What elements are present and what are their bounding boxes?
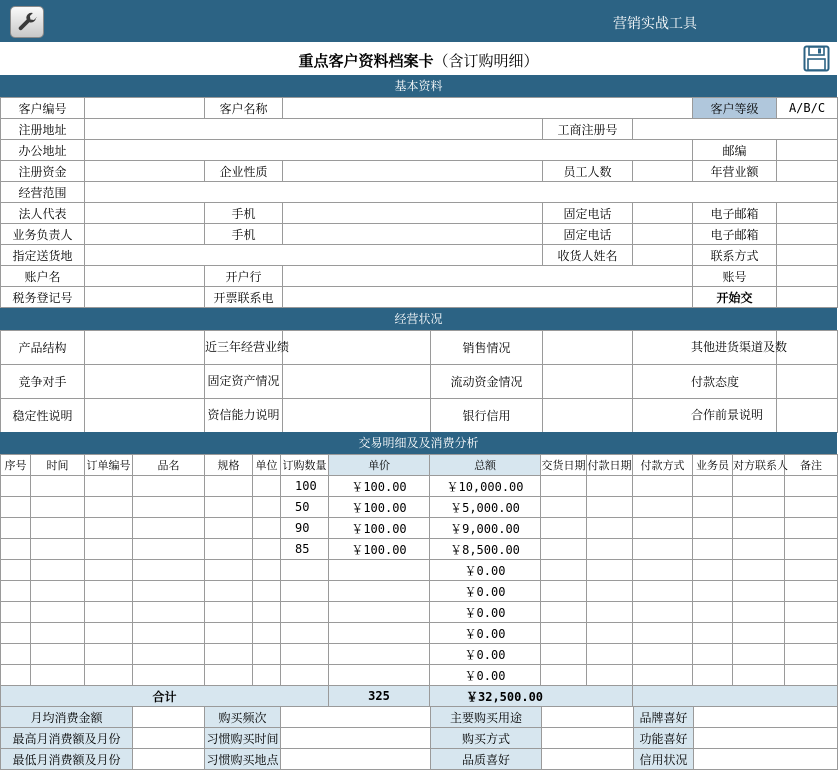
cell-empty[interactable] [31, 497, 85, 518]
input-landline[interactable] [633, 203, 693, 224]
cell-empty[interactable] [541, 539, 587, 560]
input-mobile[interactable] [283, 203, 543, 224]
cell-empty[interactable] [85, 665, 133, 686]
label-customer-name: 客户名称 [205, 98, 283, 119]
cell-empty[interactable] [31, 623, 85, 644]
cell-empty[interactable] [733, 560, 785, 581]
input-habit-place[interactable] [281, 749, 431, 770]
label-business-owner: 业务负责人 [1, 224, 85, 245]
label-receiver-name: 收货人姓名 [543, 245, 633, 266]
input-account-no[interactable] [777, 266, 838, 287]
cell-empty[interactable] [253, 623, 281, 644]
cell-empty[interactable] [205, 644, 253, 665]
table-row [1, 623, 838, 644]
cell-empty[interactable] [31, 581, 85, 602]
transactions-header-row [1, 455, 838, 476]
cell-empty[interactable] [785, 497, 838, 518]
cell-empty[interactable] [133, 476, 205, 497]
cell-empty[interactable] [85, 518, 133, 539]
cell-empty[interactable] [205, 602, 253, 623]
cell-price[interactable]: ￥100.00 [329, 539, 430, 560]
cell-empty[interactable] [785, 518, 838, 539]
input-business-reg-no[interactable] [633, 119, 838, 140]
cell-empty[interactable] [693, 497, 733, 518]
cell-empty[interactable] [31, 665, 85, 686]
basic-info-table [0, 97, 838, 308]
label-brand-pref: 品牌喜好 [634, 707, 694, 728]
cell-empty[interactable] [1, 497, 31, 518]
cell-empty[interactable] [693, 539, 733, 560]
total-blank [633, 686, 838, 707]
label-min-month: 最低月消费额及月份 [1, 749, 133, 770]
cell-empty[interactable] [633, 581, 693, 602]
cell-empty[interactable] [785, 539, 838, 560]
cell-price[interactable] [329, 644, 430, 665]
input-tax-no[interactable] [85, 287, 205, 308]
input-business-owner[interactable] [85, 224, 205, 245]
label-legal-rep: 法人代表 [1, 203, 85, 224]
cell-empty[interactable] [205, 665, 253, 686]
label-company-type: 企业性质 [205, 161, 283, 182]
input-customer-name[interactable] [283, 98, 693, 119]
input-product-structure[interactable] [85, 331, 205, 365]
cell-qty[interactable]: 100 [281, 476, 329, 497]
input-stability[interactable] [85, 399, 205, 433]
cell-empty[interactable] [205, 497, 253, 518]
column-header: 序号 [1, 455, 31, 476]
label-purchase-method: 购买方式 [431, 728, 542, 749]
input-competitors[interactable] [85, 365, 205, 399]
cell-empty[interactable] [587, 665, 633, 686]
label-fixed-assets: 固定资产情况 [205, 365, 283, 399]
label-landline-2: 固定电话 [543, 224, 633, 245]
cell-empty[interactable] [133, 539, 205, 560]
cell-total[interactable]: ￥0.00 [430, 602, 541, 623]
cell-empty[interactable] [587, 518, 633, 539]
column-header: 单价 [329, 455, 430, 476]
total-label: 合计 [1, 686, 329, 707]
label-annual-revenue: 年营业额 [693, 161, 777, 182]
column-header: 品名 [133, 455, 205, 476]
cell-empty[interactable] [253, 560, 281, 581]
label-zip: 邮编 [693, 140, 777, 161]
total-amount: ￥32,500.00 [430, 686, 633, 707]
cell-empty[interactable] [693, 560, 733, 581]
input-invoice-contact[interactable] [283, 287, 693, 308]
cell-empty[interactable] [733, 539, 785, 560]
cell-empty[interactable] [733, 644, 785, 665]
cell-empty[interactable] [587, 476, 633, 497]
column-header: 交货日期 [541, 455, 587, 476]
input-business-scope[interactable] [85, 182, 838, 203]
cell-empty[interactable] [541, 623, 587, 644]
cell-empty[interactable] [1, 560, 31, 581]
column-header: 订单编号 [85, 455, 133, 476]
cell-total[interactable]: ￥5,000.00 [430, 497, 541, 518]
input-sales[interactable] [543, 331, 633, 365]
cell-empty[interactable] [133, 644, 205, 665]
cell-total[interactable]: ￥0.00 [430, 644, 541, 665]
save-icon[interactable] [803, 45, 830, 72]
input-habit-time[interactable] [281, 728, 431, 749]
cell-empty[interactable] [541, 665, 587, 686]
label-mobile: 手机 [205, 203, 283, 224]
cell-empty[interactable] [31, 539, 85, 560]
input-purchase-method[interactable] [542, 728, 634, 749]
cell-empty[interactable] [587, 602, 633, 623]
cell-empty[interactable] [785, 623, 838, 644]
label-tax-no: 税务登记号 [1, 287, 85, 308]
input-mobile-2[interactable] [283, 224, 543, 245]
input-account-name[interactable] [85, 266, 205, 287]
label-sales: 销售情况 [431, 331, 543, 365]
input-credit-ability[interactable] [283, 399, 431, 433]
cell-empty[interactable] [541, 644, 587, 665]
cell-empty[interactable] [693, 581, 733, 602]
cell-empty[interactable] [633, 476, 693, 497]
label-start-date: 开始交 [693, 287, 777, 308]
column-header: 订购数量 [281, 455, 329, 476]
cell-empty[interactable] [85, 644, 133, 665]
label-credit-ability: 资信能力说明 [205, 399, 283, 433]
label-account-no: 账号 [693, 266, 777, 287]
cell-price[interactable]: ￥100.00 [329, 476, 430, 497]
table-row [1, 539, 838, 560]
cell-empty[interactable] [733, 497, 785, 518]
cell-empty[interactable] [541, 560, 587, 581]
label-office-address: 办公地址 [1, 140, 85, 161]
cell-price[interactable]: ￥100.00 [329, 497, 430, 518]
input-bank-credit[interactable] [543, 399, 633, 433]
input-customer-no[interactable] [85, 98, 205, 119]
label-landline: 固定电话 [543, 203, 633, 224]
label-customer-level: 客户等级 [693, 98, 777, 119]
label-quality-pref: 品质喜好 [431, 749, 542, 770]
label-mobile-2: 手机 [205, 224, 283, 245]
cell-empty[interactable] [587, 497, 633, 518]
cell-empty[interactable] [587, 623, 633, 644]
label-delivery-address: 指定送货地 [1, 245, 85, 266]
table-row [1, 560, 838, 581]
label-max-month: 最高月消费额及月份 [1, 728, 133, 749]
cell-empty[interactable] [1, 602, 31, 623]
table-row [1, 644, 838, 665]
input-zip[interactable] [777, 140, 838, 161]
input-office-address[interactable] [85, 140, 693, 161]
cell-empty[interactable] [31, 518, 85, 539]
cell-qty[interactable]: 50 [281, 497, 329, 518]
cell-empty[interactable] [633, 497, 693, 518]
cell-empty[interactable] [733, 476, 785, 497]
cell-qty[interactable] [281, 581, 329, 602]
label-contact: 联系方式 [693, 245, 777, 266]
cell-empty[interactable] [31, 602, 85, 623]
label-reg-address: 注册地址 [1, 119, 85, 140]
cell-empty[interactable] [733, 623, 785, 644]
cell-empty[interactable] [133, 497, 205, 518]
label-customer-no: 客户编号 [1, 98, 85, 119]
label-working-capital: 流动资金情况 [431, 365, 543, 399]
cell-price[interactable] [329, 623, 430, 644]
label-competitors: 竞争对手 [1, 365, 85, 399]
table-row [1, 497, 838, 518]
cell-empty[interactable] [785, 644, 838, 665]
label-function-pref: 功能喜好 [634, 728, 694, 749]
label-performance-3y: 近三年经营业绩 [205, 331, 283, 365]
cell-total[interactable]: ￥0.00 [430, 623, 541, 644]
cell-empty[interactable] [253, 644, 281, 665]
label-monthly-avg: 月均消费金额 [1, 707, 133, 728]
input-performance-3y[interactable] [283, 331, 431, 365]
cell-empty[interactable] [1, 581, 31, 602]
cell-empty[interactable] [693, 665, 733, 686]
table-row [1, 518, 838, 539]
input-receiver-name[interactable] [633, 245, 693, 266]
cell-total[interactable]: ￥9,000.00 [430, 518, 541, 539]
cell-empty[interactable] [785, 560, 838, 581]
cell-empty[interactable] [733, 665, 785, 686]
cell-empty[interactable] [541, 476, 587, 497]
cell-empty[interactable] [633, 539, 693, 560]
tools-button[interactable] [10, 6, 44, 38]
cell-qty[interactable] [281, 602, 329, 623]
cell-empty[interactable] [633, 623, 693, 644]
cell-empty[interactable] [693, 602, 733, 623]
cell-empty[interactable] [587, 581, 633, 602]
cell-empty[interactable] [133, 665, 205, 686]
cell-empty[interactable] [785, 581, 838, 602]
section-basic-info: 基本资料 [0, 75, 837, 97]
document-header [0, 44, 837, 74]
cell-qty[interactable] [281, 560, 329, 581]
label-credit-status: 信用状况 [634, 749, 694, 770]
label-business-reg-no: 工商注册号 [543, 119, 633, 140]
cell-empty[interactable] [693, 518, 733, 539]
label-invoice-contact: 开票联系电 [205, 287, 283, 308]
cell-empty[interactable] [85, 476, 133, 497]
column-header: 总额 [430, 455, 541, 476]
column-header: 业务员 [693, 455, 733, 476]
cell-total[interactable]: ￥0.00 [430, 560, 541, 581]
cell-empty[interactable] [633, 665, 693, 686]
label-habit-place: 习惯购买地点 [205, 749, 281, 770]
cell-empty[interactable] [85, 581, 133, 602]
cell-total[interactable]: ￥0.00 [430, 581, 541, 602]
cell-qty[interactable] [281, 665, 329, 686]
section-transactions: 交易明细及及消费分析 [0, 432, 837, 454]
label-prospects: 合作前景说明 [633, 399, 777, 433]
cell-qty[interactable] [281, 623, 329, 644]
cell-empty[interactable] [133, 623, 205, 644]
cell-empty[interactable] [633, 518, 693, 539]
document-title: 重点客户资料档案卡（含订购明细） [298, 52, 539, 70]
column-header: 规格 [205, 455, 253, 476]
cell-qty[interactable]: 85 [281, 539, 329, 560]
input-email-2[interactable] [777, 224, 838, 245]
cell-empty[interactable] [253, 476, 281, 497]
cell-empty[interactable] [633, 560, 693, 581]
cell-price[interactable]: ￥100.00 [329, 518, 430, 539]
label-reg-capital: 注册资金 [1, 161, 85, 182]
label-employees: 员工人数 [543, 161, 633, 182]
column-header: 付款方式 [633, 455, 693, 476]
cell-empty[interactable] [133, 602, 205, 623]
label-main-use: 主要购买用途 [431, 707, 542, 728]
input-start-date[interactable] [777, 287, 838, 308]
cell-empty[interactable] [253, 665, 281, 686]
input-monthly-avg[interactable] [133, 707, 205, 728]
input-annual-revenue[interactable] [777, 161, 838, 182]
label-business-scope: 经营范围 [1, 182, 85, 203]
cell-empty[interactable] [693, 476, 733, 497]
input-payment-attitude[interactable] [777, 365, 838, 399]
cell-qty[interactable]: 90 [281, 518, 329, 539]
app-title: 营销实战工具 [613, 16, 697, 32]
input-quality-pref[interactable] [542, 749, 634, 770]
input-function-pref[interactable] [694, 728, 838, 749]
label-purchase-freq: 购买频次 [205, 707, 281, 728]
cell-total[interactable]: ￥10,000.00 [430, 476, 541, 497]
label-stability: 稳定性说明 [1, 399, 85, 433]
cell-total[interactable]: ￥0.00 [430, 665, 541, 686]
cell-empty[interactable] [785, 665, 838, 686]
totals-row [1, 686, 838, 707]
label-email: 电子邮箱 [693, 203, 777, 224]
column-header: 付款日期 [587, 455, 633, 476]
input-delivery-address[interactable] [85, 245, 543, 266]
cell-empty[interactable] [31, 560, 85, 581]
table-row [1, 602, 838, 623]
cell-empty[interactable] [587, 644, 633, 665]
input-min-month[interactable] [133, 749, 205, 770]
column-header: 时间 [31, 455, 85, 476]
cell-empty[interactable] [205, 518, 253, 539]
cell-empty[interactable] [633, 602, 693, 623]
label-email-2: 电子邮箱 [693, 224, 777, 245]
table-row [1, 665, 838, 686]
cell-empty[interactable] [205, 623, 253, 644]
cell-empty[interactable] [633, 644, 693, 665]
total-qty: 325 [329, 686, 430, 707]
transactions-table [0, 454, 838, 707]
cell-empty[interactable] [253, 497, 281, 518]
cell-empty[interactable] [733, 602, 785, 623]
input-working-capital[interactable] [543, 365, 633, 399]
input-email[interactable] [777, 203, 838, 224]
input-bank[interactable] [283, 266, 693, 287]
input-contact[interactable] [777, 245, 838, 266]
cell-empty[interactable] [541, 497, 587, 518]
cell-empty[interactable] [253, 518, 281, 539]
cell-empty[interactable] [693, 623, 733, 644]
label-account-name: 账户名 [1, 266, 85, 287]
cell-empty[interactable] [1, 476, 31, 497]
cell-empty[interactable] [785, 602, 838, 623]
input-reg-capital[interactable] [85, 161, 205, 182]
column-header: 备注 [785, 455, 838, 476]
cell-empty[interactable] [205, 476, 253, 497]
cell-empty[interactable] [253, 602, 281, 623]
cell-empty[interactable] [785, 476, 838, 497]
cell-empty[interactable] [1, 623, 31, 644]
cell-empty[interactable] [85, 539, 133, 560]
cell-empty[interactable] [587, 539, 633, 560]
label-habit-time: 习惯购买时间 [205, 728, 281, 749]
cell-empty[interactable] [733, 581, 785, 602]
cell-empty[interactable] [587, 560, 633, 581]
input-prospects[interactable] [777, 399, 838, 433]
cell-empty[interactable] [85, 497, 133, 518]
input-company-type[interactable] [283, 161, 543, 182]
cell-total[interactable]: ￥8,500.00 [430, 539, 541, 560]
input-main-use[interactable] [542, 707, 634, 728]
cell-empty[interactable] [1, 518, 31, 539]
label-product-structure: 产品结构 [1, 331, 85, 365]
cell-empty[interactable] [205, 539, 253, 560]
cell-empty[interactable] [31, 644, 85, 665]
label-bank-credit: 银行信用 [431, 399, 543, 433]
cell-empty[interactable] [541, 602, 587, 623]
top-toolbar [0, 0, 837, 42]
cell-empty[interactable] [541, 518, 587, 539]
input-fixed-assets[interactable] [283, 365, 431, 399]
input-reg-address[interactable] [85, 119, 543, 140]
label-payment-attitude: 付款态度 [633, 365, 777, 399]
cell-empty[interactable] [1, 665, 31, 686]
input-brand-pref[interactable] [694, 707, 838, 728]
input-employees[interactable] [633, 161, 693, 182]
cell-price[interactable] [329, 581, 430, 602]
cell-qty[interactable] [281, 644, 329, 665]
cell-empty[interactable] [85, 623, 133, 644]
cell-empty[interactable] [1, 644, 31, 665]
label-bank: 开户行 [205, 266, 283, 287]
cell-empty[interactable] [205, 581, 253, 602]
consumption-analysis-table [0, 706, 838, 770]
cell-empty[interactable] [133, 518, 205, 539]
cell-price[interactable] [329, 560, 430, 581]
cell-empty[interactable] [85, 602, 133, 623]
cell-empty[interactable] [205, 560, 253, 581]
cell-empty[interactable] [253, 539, 281, 560]
value-customer-level[interactable]: A/B/C [777, 98, 838, 119]
input-landline-2[interactable] [633, 224, 693, 245]
column-header: 对方联系人 [733, 455, 785, 476]
cell-empty[interactable] [31, 476, 85, 497]
table-row [1, 581, 838, 602]
input-max-month[interactable] [133, 728, 205, 749]
cell-empty[interactable] [541, 581, 587, 602]
input-credit-status[interactable] [694, 749, 838, 770]
input-legal-rep[interactable] [85, 203, 205, 224]
cell-empty[interactable] [693, 644, 733, 665]
input-purchase-freq[interactable] [281, 707, 431, 728]
label-other-channels: 其他进货渠道及数 [633, 331, 777, 365]
cell-empty[interactable] [253, 581, 281, 602]
cell-empty[interactable] [1, 539, 31, 560]
cell-empty[interactable] [133, 581, 205, 602]
cell-price[interactable] [329, 602, 430, 623]
operations-table [0, 330, 838, 433]
column-header: 单位 [253, 455, 281, 476]
cell-empty[interactable] [733, 518, 785, 539]
section-operations: 经营状况 [0, 308, 837, 330]
cell-empty[interactable] [85, 560, 133, 581]
cell-empty[interactable] [133, 560, 205, 581]
table-row [1, 476, 838, 497]
cell-price[interactable] [329, 665, 430, 686]
